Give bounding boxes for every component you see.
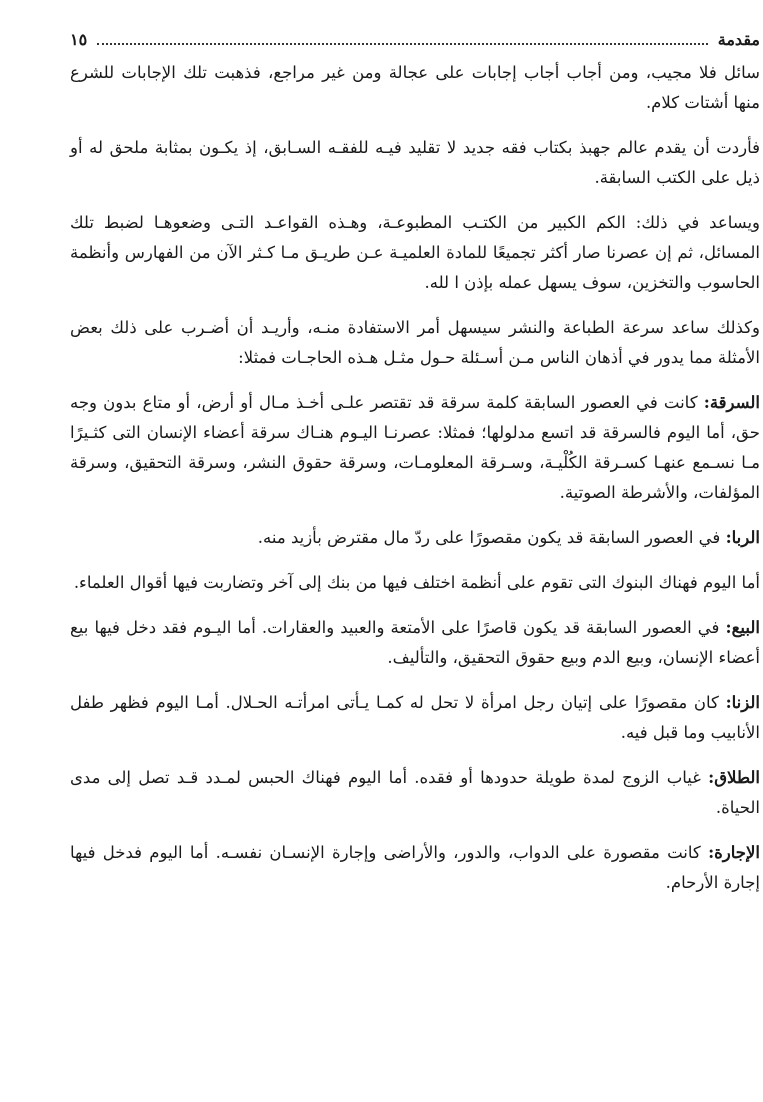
paragraph-adultery: الزنا: كان مقصورًا على إتيان رجل امرأة لا تحل له كمـا يـأتى امرأتـه الحـلال. أمـا اليوم فظهر طفل الأنابيب وما قبل فيه. (70, 693, 760, 742)
page-number: ١٥ (70, 30, 88, 49)
paragraph-lease: الإجارة: كانت مقصورة على الدواب، والدور، والأراضى وإجارة الإنسـان نفسـه. أما اليوم فدخل فيها إجارة الأرحام. (70, 843, 760, 892)
page-header (70, 30, 760, 50)
paragraph-1: سائل فلا مجيب، ومن أجاب أجاب إجابات على عجالة ومن غير مراجع، فذهبت تلك الإجابات للشرع منها أشتات كلام. (70, 63, 760, 112)
paragraph-sale: البيع: في العصور السابقة قد يكون قاصرًا على الأمتعة والعبيد والعقارات. أما اليـوم فقد دخل فيها بيع أعضاء الإنسان، وبيع الدم وبيع حقوق التحقيق، والتأليف. (70, 618, 760, 667)
paragraph-divorce: الطلاق: غياب الزوج لمدة طويلة حدودها أو فقده. أما اليوم فهناك الحبس لمـدد قـد تصل إلى مدى الحياة. (70, 768, 760, 817)
term-divorce: الطلاق: (708, 768, 760, 787)
chapter-title: مقدمة (717, 30, 760, 49)
term-adultery: الزنا: (725, 693, 760, 712)
paragraph-3: ويساعد في ذلك: الكم الكبير من الكتـب المطبوعـة، وهـذه القواعـد التـى وضعوهـا لضبط تلك المسائل، ثم إن عصرنا صار أكثر تجميعًا للمادة العلميـة عـن طريـق مـا كـثر الآن من الفهارس وأنظمة الحاسوب والتخزين، سوف يسهل عمله بإذن ا لله. (70, 213, 760, 292)
header-dotted-leader (97, 43, 708, 45)
book-page (70, 30, 760, 1080)
paragraph-usury: الربا: في العصور السابقة قد يكون مقصورًا على ردّ مال مقترض بأزيد منه. (257, 528, 760, 547)
term-usury: الربا: (725, 528, 760, 547)
paragraph-4: وكذلك ساعد سرعة الطباعة والنشر سيسهل أمر الاستفادة منـه، وأريـد أن أضـرب على ذلك بعض الأمثلة مما يدور في أذهان الناس مـن أسـئلة حـول مثـل هـذه الحاجـات فمثلا: (70, 318, 760, 367)
term-lease: الإجارة: (708, 843, 760, 862)
paragraph-2: فأردت أن يقدم عالم جهبذ بكتاب فقه جديد لا تقليد فيـه للفقـه السـابق، إذ يكـون بمثابة ملحق له أو ذيل على الكتب السابقة. (70, 138, 760, 187)
paragraph-theft: السرقة: كانت في العصور السابقة كلمة سرقة قد تقتصر علـى أخـذ مـال أو أرض، أو متاع بدون وجه حق، أما اليوم فالسرقة قد اتسع مدلولها؛ فمثلا: عصرنـا اليـوم هنـاك سرقة أعضاء الإنسان التى كثـيرًا مـا نسـمع عنهـا كسـرقة الكُلْيـة، وسـرقة المعلومـات، وسرقة حقوق النشر، وسرقة التحقيق، وسرقة المؤلفات، والأشرطة الصوتية. (70, 393, 761, 502)
term-sale: البيع: (725, 618, 760, 637)
paragraph-banks: أما اليوم فهناك البنوك التى تقوم على أنظمة اختلف فيها من بنك إلى آخر وتضاربت فيها أقوال العلماء. (73, 573, 760, 592)
term-theft: السرقة: (703, 393, 760, 412)
